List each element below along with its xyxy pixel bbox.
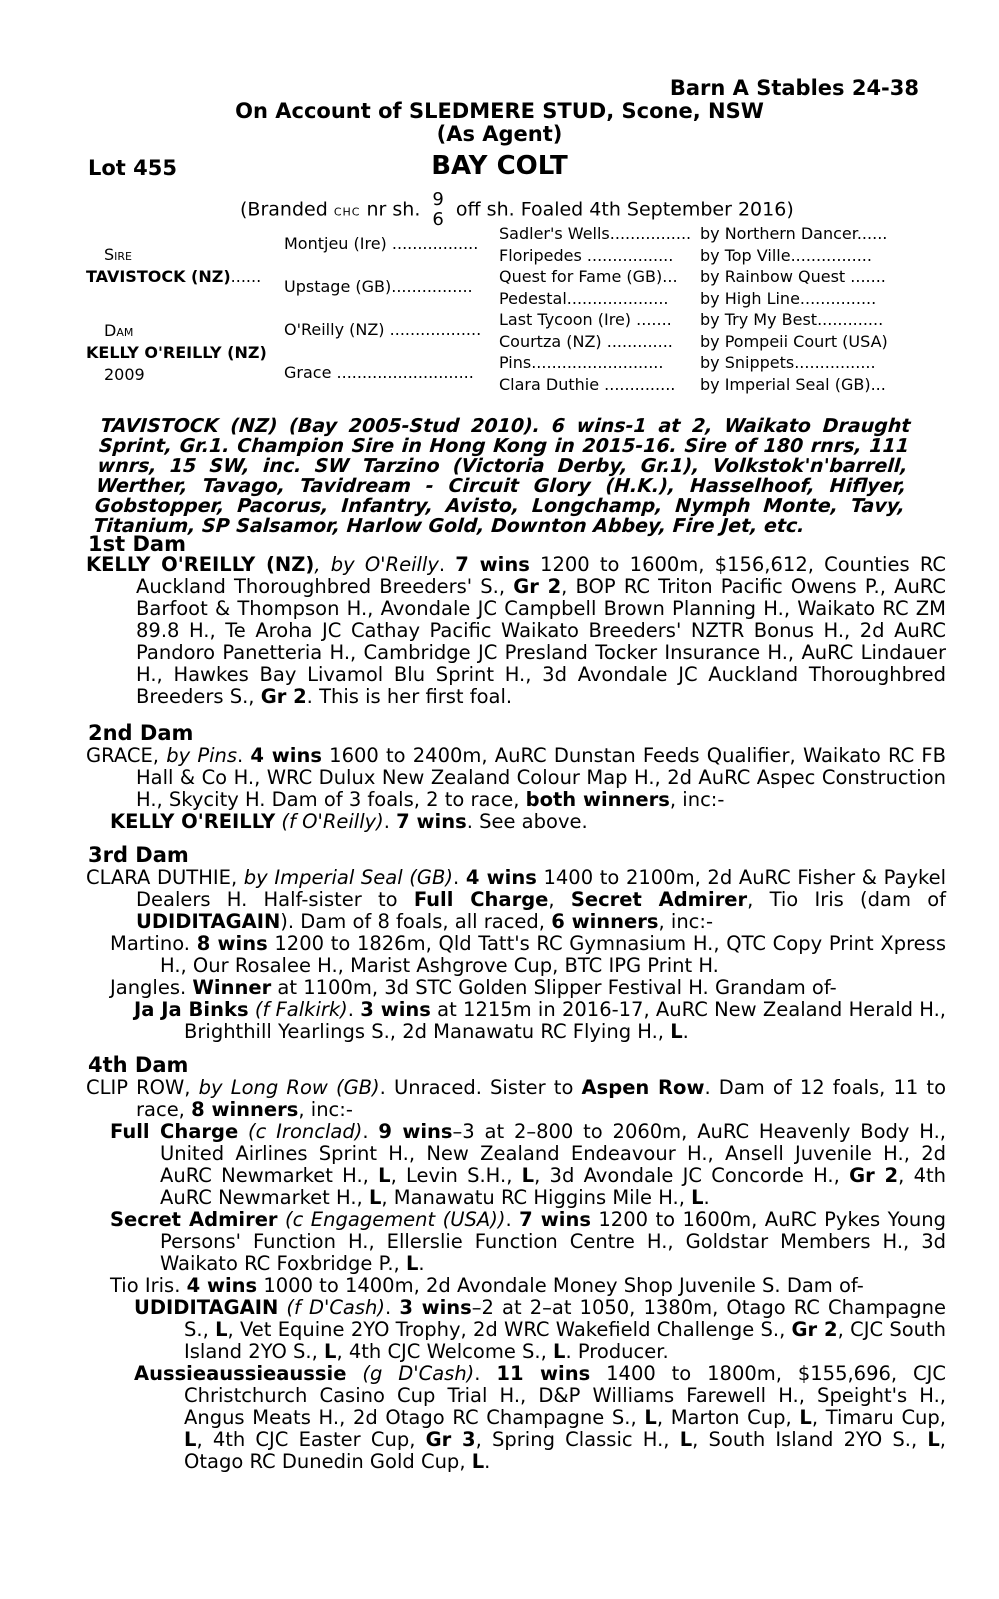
dam-year: 2009 [104,365,145,384]
pedigree-g1-4: Grace ........................... [284,363,474,382]
brand-number-top: 9 [432,189,444,210]
pedigree-g2-4: Pedestal.................... [499,289,669,308]
pedigree-g2-8: Clara Duthie .............. [499,375,676,394]
pedigree-g2-5: Last Tycoon (Ire) ....... [499,310,672,329]
pedigree-g3-2: by Top Ville................ [700,246,872,265]
pedigree-g2-1: Sadler's Wells................ [499,224,692,243]
second-dam-heading: 2nd Dam [88,721,194,745]
pedigree-g3-8: by Imperial Seal (GB)... [700,375,886,394]
dam-name: KELLY O'REILLY (NZ) [86,343,267,362]
lot-number: Lot 455 [88,156,177,180]
pedigree-g2-2: Floripedes ................. [499,246,674,265]
second-dam-progeny: KELLY O'REILLY (f O'Reilly). 7 wins. See above. [110,810,588,833]
horse-title: BAY COLT [431,151,568,181]
third-dam-martino: Martino. 8 wins 1200 to 1826m, Qld Tatt's RC Gymnasium H., QTC Copy Print Xpress H., Our Rosalee H., Marist Ashgrove Cup, BTC IPG Print H. [110,932,947,977]
pedigree-g3-3: by Rainbow Quest ....... [700,267,886,286]
third-dam-entry: CLARA DUTHIE, by Imperial Seal (GB). 4 wins 1400 to 2100m, 2d AuRC Fisher & Paykel Dealers H. Half-sister to Full Charge, Secret Admirer, Tio Iris (dam of UDIDITAGAIN). Dam of 8 foals, all raced, 6 winners, inc:- [86,866,947,933]
pedigree-g2-7: Pins.......................... [499,353,664,372]
pedigree-g2-3: Quest for Fame (GB)... [499,267,678,286]
brand-mid: nr sh. [366,198,421,221]
fourth-dam-heading: 4th Dam [88,1053,189,1077]
third-dam-jangles: Jangles. Winner at 1100m, 3d STC Golden Slipper Festival H. Grandam of- [110,976,837,999]
fourth-dam-secret-admirer: Secret Admirer (c Engagement (USA)). 7 wins 1200 to 1600m, AuRC Pykes Young Persons' Function H., Ellerslie Function Centre H., Goldstar Members H., 3d Waikato RC Foxbridge P., L. [110,1208,946,1275]
sire-label: Sire [104,245,132,264]
sire-summary: TAVISTOCK (NZ) (Bay 2005-Stud 2010). 6 wins-1 at 2, Waikato Draught Sprint, Gr.1. Champion Sire in Hong Kong in 2015-16. Sire of 180 rnrs, 111 wnrs, 15 SW, inc. SW Tarzino (Victoria Derby, Gr.1), Volkstok'n'barrell, Werther, Tavago, Tavidream - Circuit Glory (H.K.), Hasselhoof, Hiflyer, Gobstopper, Pacorus, Infantry, Avisto, Longchamp, Nymph Monte, Tavy, Titanium, SP Salsamor, Harlow Gold, Downton Abbey, Fire Jet, etc. [92,415,912,537]
fourth-dam-aussieaussieaussie: Aussieaussieaussie (g D'Cash). 11 wins 1400 to 1800m, $155,696, CJC Christchurch Casino Cup Trial H., D&P Williams Farewell H., Speight's H., Angus Meats H., 2d Otago RC Champagne S., L, Marton Cup, L, Timaru Cup, L, 4th CJC Easter Cup, Gr 3, Spring Classic H., L, South Island 2YO S., L, Otago RC Dunedin Gold Cup, L. [134,1362,946,1473]
brand-number [432,190,443,230]
pedigree-g3-6: by Pompeii Court (USA) [700,332,888,351]
first-dam-heading: 1st Dam [88,532,186,556]
first-dam-entry: KELLY O'REILLY (NZ), by O'Reilly. 7 wins 1200 to 1600m, $156,612, Counties RC Auckland Thoroughbred Breeders' S., Gr 2, BOP RC Triton Pacific Owens P., AuRC Barfoot & Thompson H., Avondale JC Campbell Brown Planning H., Waikato RC ZM 89.8 H., Te Aroha JC Cathay Pacific Waikato Breeders' NZTR Bonus H., 2d AuRC Pandoro Panetteria H., Cambridge JC Presland Tocker Insurance H., AuRC Lindauer H., Hawkes Bay Livamol Blu Sprint H., 3d Avondale JC Auckland Thoroughbred Breeders S., Gr 2. This is her first foal. [86,553,947,708]
second-dam-entry: GRACE, by Pins. 4 wins 1600 to 2400m, AuRC Dunstan Feeds Qualifier, Waikato RC FB Hall & Co H., WRC Dulux New Zealand Colour Map H., 2d AuRC Aspec Construction H., Skycity H. Dam of 3 foals, 2 to race, both winners, inc:- [86,744,946,811]
pedigree-g3-7: by Snippets................ [700,353,876,372]
fourth-dam-full-charge: Full Charge (c Ironclad). 9 wins–3 at 2–800 to 2060m, AuRC Heavenly Body H., United Airlines Sprint H., New Zealand Endeavour H., Ansell Juvenile H., 2d AuRC Newmarket H., L, Levin S.H., L, 3d Avondale JC Concorde H., Gr 2, 4th AuRC Newmarket H., L, Manawatu RC Higgins Mile H., L. [110,1120,946,1209]
barn-location: Barn A Stables 24-38 [669,76,919,100]
brand-suffix: off sh. Foaled 4th September 2016) [455,198,794,221]
pedigree-g1-1: Montjeu (Ire) ................. [284,234,479,253]
vendor-account: On Account of SLEDMERE STUD, Scone, NSW [235,99,764,123]
pedigree-g3-5: by Try My Best............. [700,310,884,329]
brand-prefix: (Branded [240,198,328,221]
dam-label: Dam [104,321,134,340]
brand-chc: CHC [333,205,361,219]
third-dam-jajabinks: Ja Ja Binks (f Falkirk). 3 wins at 1215m in 2016-17, AuRC New Zealand Herald H., Brighthill Yearlings S., 2d Manawatu RC Flying H., L. [134,998,946,1043]
brand-number-bottom: 6 [432,209,444,230]
pedigree-g1-2: Upstage (GB)................ [284,277,473,296]
pedigree-g3-4: by High Line............... [700,289,877,308]
fourth-dam-entry: CLIP ROW, by Long Row (GB). Unraced. Sister to Aspen Row. Dam of 12 foals, 11 to race, 8 winners, inc:- [86,1076,947,1121]
pedigree-g2-6: Courtza (NZ) ............. [499,332,673,351]
agent-note: (As Agent) [436,122,563,146]
sire-name: TAVISTOCK (NZ)...... [86,267,262,286]
third-dam-heading: 3rd Dam [88,843,189,867]
fourth-dam-udiditagain: UDIDITAGAIN (f D'Cash). 3 wins–2 at 2–at 1050, 1380m, Otago RC Champagne S., L, Vet Equine 2YO Trophy, 2d WRC Wakefield Challenge S., Gr 2, CJC South Island 2YO S., L, 4th CJC Welcome S., L. Producer. [134,1296,947,1363]
fourth-dam-tio-iris: Tio Iris. 4 wins 1000 to 1400m, 2d Avondale Money Shop Juvenile S. Dam of- [110,1274,864,1297]
pedigree-g3-1: by Northern Dancer...... [700,224,888,243]
pedigree-g1-3: O'Reilly (NZ) .................. [284,320,482,339]
